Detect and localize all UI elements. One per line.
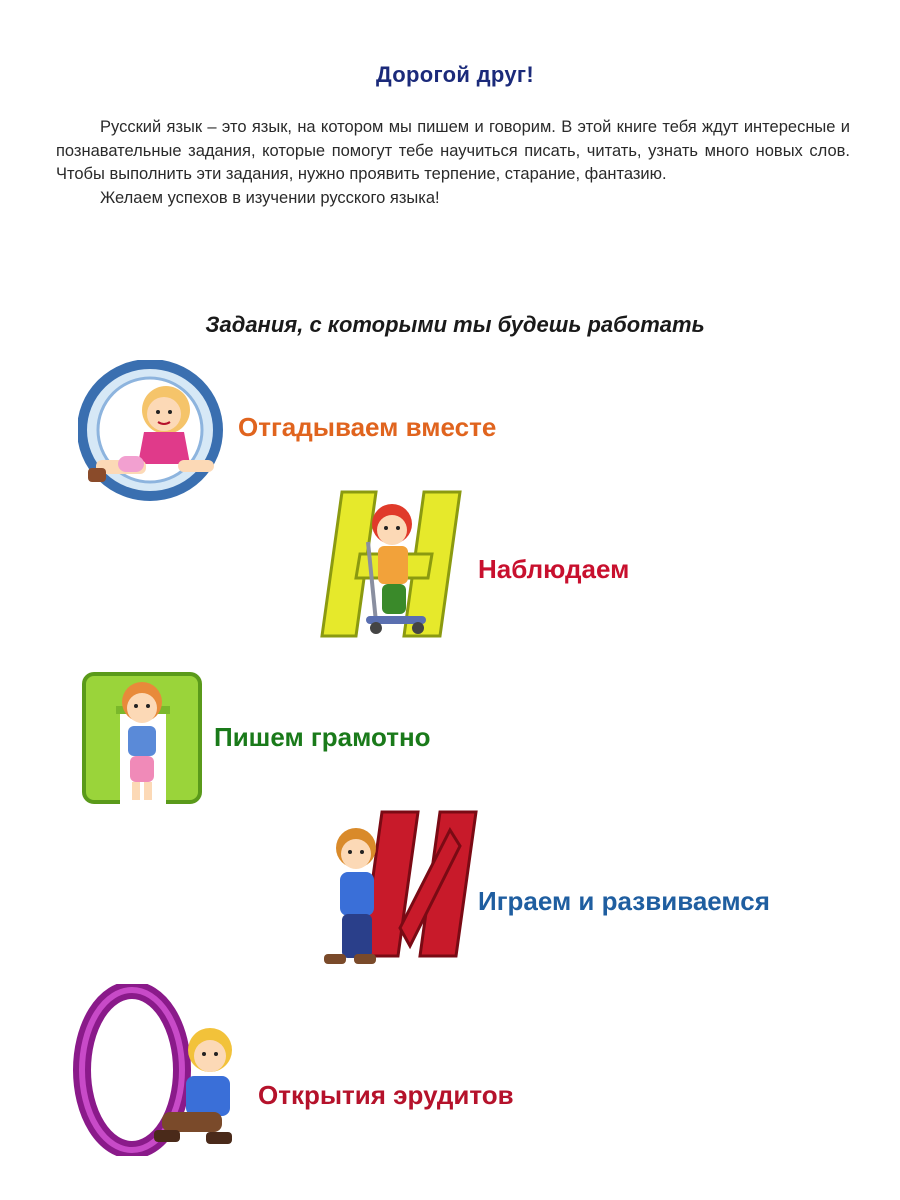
intro-paragraph-1	[56, 116, 850, 187]
letter-p-girl-illustration	[80, 670, 206, 806]
letter-o-boy-illustration	[70, 984, 244, 1156]
intro-paragraph-1-text: Русский язык – это язык, на котором мы пишем и говорим. В этой книге тебя ждут интересные и познавательные задания, которые помогут тебе научиться писать, читать, узнать много новых слов. Чтобы выполнить эти задания, нужно проявить терпение, старание, фантазию.	[56, 118, 850, 183]
intro-paragraph-2-text: Желаем успехов в изучении русского языка!	[100, 188, 440, 207]
letter-i-boy-illustration	[320, 806, 480, 970]
task-label-4: Играем и развиваемся	[478, 886, 770, 916]
tasks-heading: Задания, с которыми ты будешь работать	[205, 312, 705, 337]
greeting-title: Дорогой друг!	[376, 62, 534, 87]
intro-paragraph-2	[56, 187, 850, 211]
task-label-2: Наблюдаем	[478, 554, 630, 584]
letter-o-girl-illustration	[78, 360, 228, 502]
letter-n-boy-illustration	[320, 486, 470, 641]
intro-text	[56, 116, 850, 210]
task-label-3: Пишем грамотно	[214, 722, 431, 752]
task-label-5: Открытия эрудитов	[258, 1080, 514, 1110]
task-label-1: Отгадываем вместе	[238, 412, 497, 442]
